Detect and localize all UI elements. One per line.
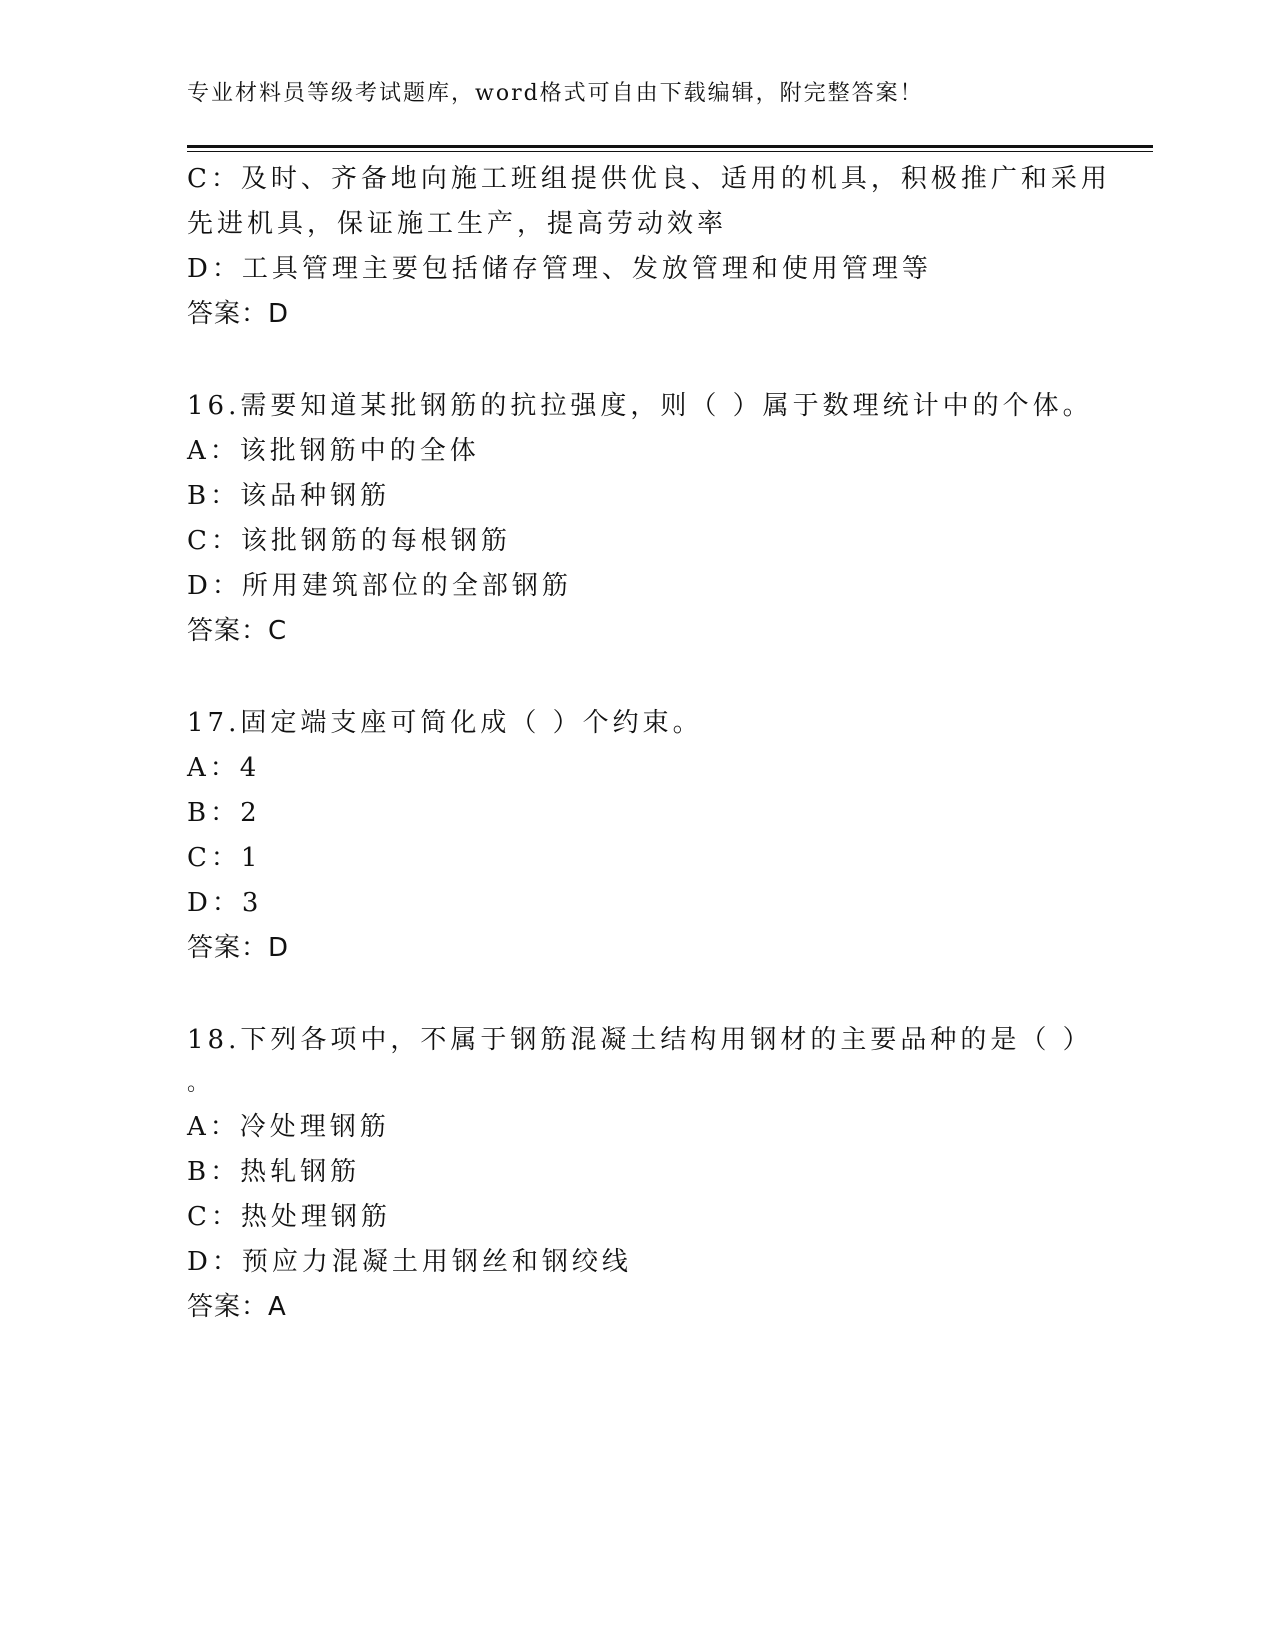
q18-answer: 答案：A — [187, 1292, 287, 1322]
q17-option-c: C：1 — [187, 843, 262, 873]
q16-option-a: A：该批钢筋中的全体 — [187, 436, 480, 466]
q16-option-b: B：该品种钢筋 — [187, 481, 391, 511]
page-header: 专业材料员等级考试题库，word格式可自由下载编辑，附完整答案！ — [187, 81, 924, 106]
q15-option-d: D：工具管理主要包括储存管理、发放管理和使用管理等 — [187, 254, 932, 284]
q18-option-c: C：热处理钢筋 — [187, 1202, 391, 1232]
header-rule-thin — [187, 151, 1153, 152]
q18-option-b: B：热轧钢筋 — [187, 1157, 361, 1187]
q16-question: 16.需要知道某批钢筋的抗拉强度，则（ ）属于数理统计中的个体。 — [187, 391, 1093, 421]
question-15-block — [187, 157, 1153, 337]
q18-question-line2: 。 — [187, 1071, 214, 1096]
q18-option-a: A：冷处理钢筋 — [187, 1112, 390, 1142]
question-16-block — [187, 384, 1153, 654]
q16-answer: 答案：C — [187, 616, 288, 646]
question-17-block — [187, 701, 1153, 971]
question-content — [187, 157, 1153, 1330]
q15-option-c-line2: 先进机具，保证施工生产，提高劳动效率 — [187, 209, 728, 239]
spacer — [187, 971, 1153, 1018]
q15-option-c-line1: C：及时、齐备地向施工班组提供优良、适用的机具，积极推广和采用 — [187, 164, 1111, 194]
q17-option-d: D：3 — [187, 888, 263, 918]
q17-question: 17.固定端支座可简化成（ ）个约束。 — [187, 708, 703, 738]
q17-option-a: A：4 — [187, 753, 261, 783]
spacer — [187, 654, 1153, 701]
question-18-block — [187, 1018, 1153, 1330]
q16-option-d: D：所用建筑部位的全部钢筋 — [187, 571, 572, 601]
q17-answer: 答案：D — [187, 933, 290, 963]
header-rule-thick — [187, 145, 1153, 148]
q18-option-d: D：预应力混凝土用钢丝和钢绞线 — [187, 1247, 632, 1277]
spacer — [187, 337, 1153, 384]
q18-question-line1: 18.下列各项中，不属于钢筋混凝土结构用钢材的主要品种的是（ ） — [187, 1025, 1093, 1055]
q16-option-c: C：该批钢筋的每根钢筋 — [187, 526, 511, 556]
q15-answer: 答案：D — [187, 299, 290, 329]
q17-option-b: B：2 — [187, 798, 261, 828]
